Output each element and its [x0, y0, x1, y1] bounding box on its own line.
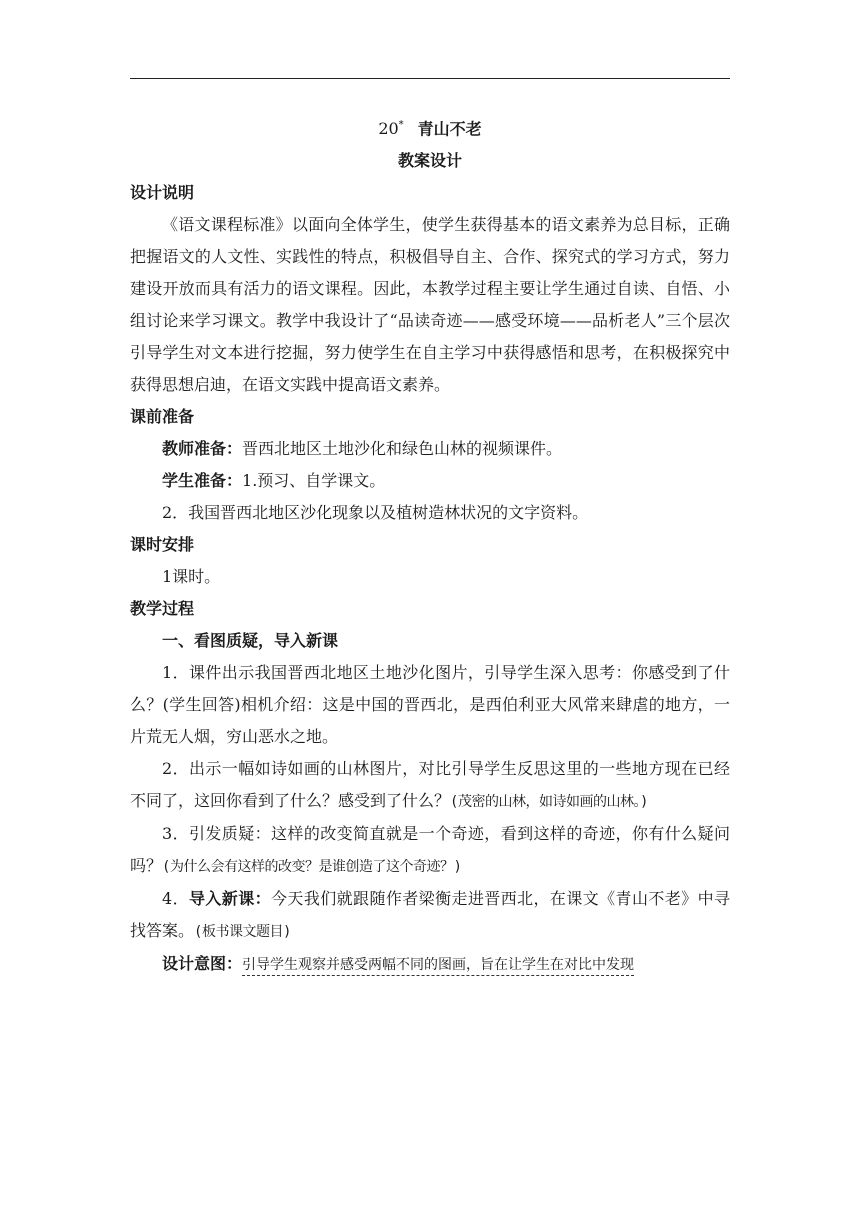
- lesson-title: [130, 110, 730, 145]
- process-item-4-main: 今天我们就跟随作者梁衡走进晋西北，在课文《青山不老》中寻找答案。: [130, 889, 730, 941]
- process-item-4: [130, 883, 730, 948]
- teacher-prep-text: 晋西北地区土地沙化和绿色山林的视频课件。: [242, 439, 563, 459]
- lesson-plan-content: [130, 110, 730, 981]
- design-note-body: 《语文课程标准》以面向全体学生，使学生获得基本的语文素养为总目标，正确把握语文的人文性、实践性的特点，积极倡导自主、合作、探究式的学习方式，努力建设开放而具有活力的语文课程。因此，本教学过程主要让学生通过自读、自悟、小组讨论来学习课文。教学中我设计了“品读奇迹——感受环境——品析老人”三个层次引导学生对文本进行挖掘，努力使学生在自主学习中获得感悟和思考，在积极探究中获得思想启迪，在语文实践中提高语文素养。: [130, 215, 730, 395]
- lesson-number: 20*: [378, 119, 404, 139]
- header-rule: [130, 78, 730, 79]
- design-note-heading: 设计说明: [130, 183, 195, 203]
- preparation-heading: 课前准备: [130, 407, 195, 427]
- process-item-2: [130, 753, 730, 818]
- process-item-4-prefix: 4．: [162, 889, 189, 909]
- step1-heading: 一、看图质疑，导入新课: [162, 631, 339, 651]
- schedule-text: 1课时。: [162, 567, 221, 587]
- process-item-3: [130, 818, 730, 883]
- process-item-1: 1．课件出示我国晋西北地区土地沙化图片，引导学生深入思考：你感受到了什么？(学生回答)相机介绍：这是中国的晋西北，是西伯利亚大风常来肆虐的地方，一片荒无人烟，穷山恶水之地。: [130, 663, 730, 747]
- student-prep: [130, 465, 730, 497]
- process-heading: 教学过程: [130, 599, 195, 619]
- lesson-title-text: 青山不老: [417, 119, 482, 139]
- schedule-heading: 课时安排: [130, 535, 195, 555]
- design-intent-text: 引导学生观察并感受两幅不同的图画，旨在让学生在对比中发现: [242, 957, 634, 976]
- design-intent-label: 设计意图：: [162, 954, 243, 974]
- lesson-subtitle: 教案设计: [397, 151, 462, 171]
- process-item-4-label: 导入新课：: [189, 889, 272, 909]
- process-item-2-hint: (茂密的山林，如诗如画的山林。): [450, 794, 648, 811]
- process-item-3-main: 3．引发质疑：这样的改变简直就是一个奇迹，看到这样的奇迹，你有什么疑问吗？: [130, 824, 730, 876]
- student-prep-label: 学生准备：: [162, 471, 243, 491]
- teacher-prep-label: 教师准备：: [162, 439, 243, 459]
- student-prep-2: 2．我国晋西北地区沙化现象以及植树造林状况的文字资料。: [162, 503, 589, 523]
- process-item-3-hint: (为什么会有这样的改变？是谁创造了这个奇迹？): [162, 859, 462, 876]
- process-item-4-hint: (板书课文题目): [194, 924, 291, 941]
- design-intent: [130, 948, 730, 981]
- teacher-prep: [130, 433, 730, 465]
- lesson-mark: *: [398, 120, 404, 131]
- process-item-2-main: 2．出示一幅如诗如画的山林图片，对比引导学生反思这里的一些地方现在已经不同了，这回你看到了什么？感受到了什么？: [130, 759, 730, 811]
- student-prep-text-1: 1.预习、自学课文。: [242, 471, 386, 491]
